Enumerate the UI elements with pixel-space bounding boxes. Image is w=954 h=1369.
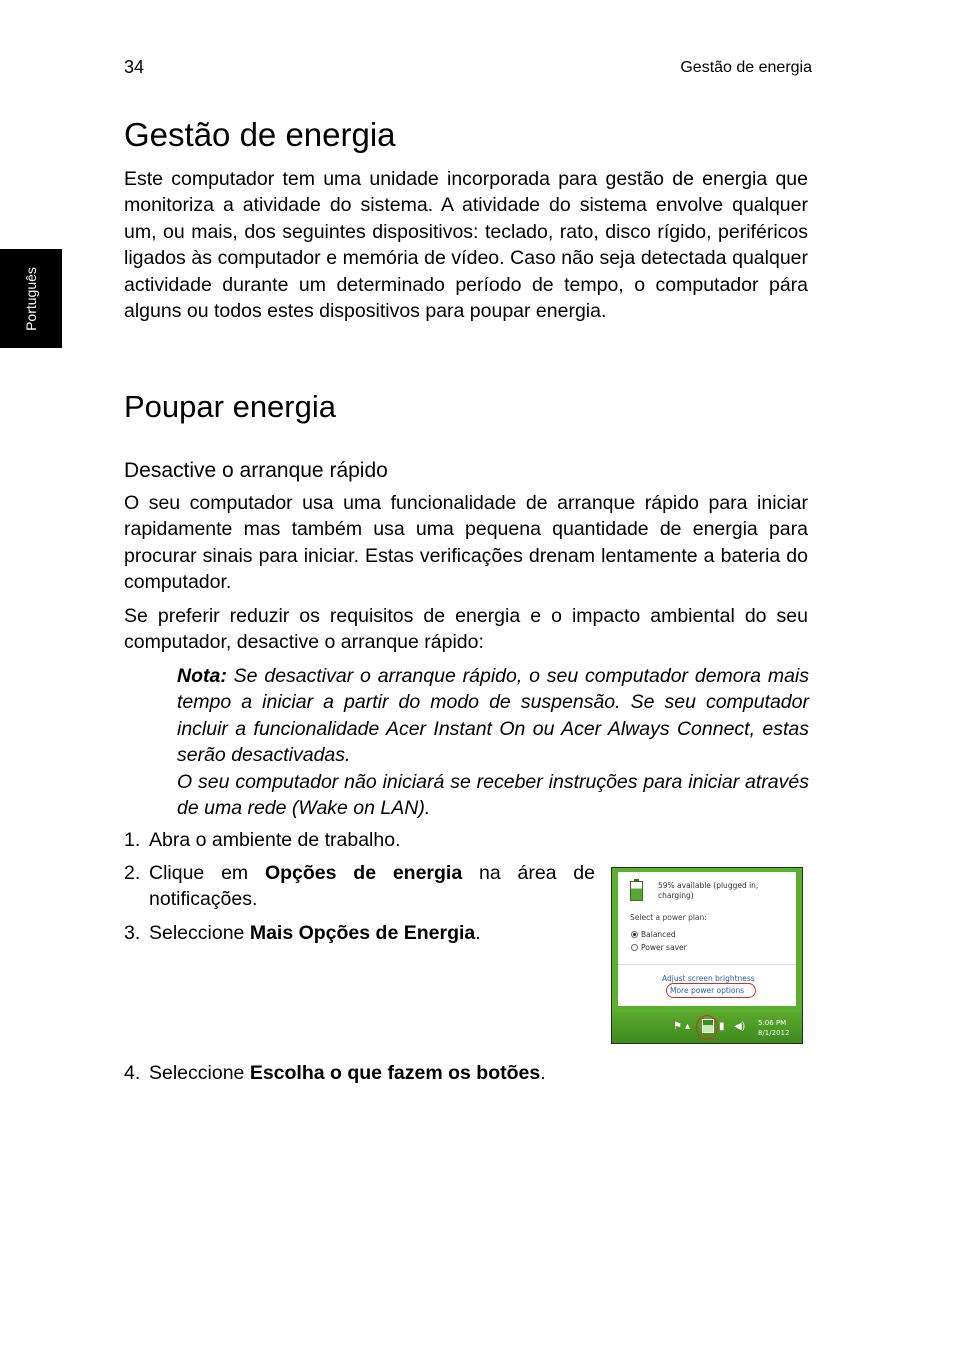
- battery-flyout: [618, 872, 796, 1006]
- power-plan-title: Select a power plan:: [630, 913, 707, 922]
- subsection-title: Poupar energia: [124, 389, 336, 424]
- tray-arrow-icon[interactable]: ▴: [685, 1021, 691, 1032]
- clock-date: 8/1/2012: [758, 1029, 790, 1037]
- step-number: 3.: [124, 922, 141, 944]
- more-power-options-link[interactable]: More power options: [670, 986, 745, 995]
- note-block: [177, 663, 809, 769]
- step-keyword: Mais Opções de Energia: [249, 922, 476, 944]
- highlight-circle: [696, 1015, 718, 1040]
- step-number: 1.: [124, 829, 141, 851]
- divider: [618, 964, 796, 965]
- plan-option-power-saver[interactable]: [631, 943, 687, 952]
- plan-label: Balanced: [641, 930, 676, 939]
- network-icon[interactable]: ▮: [719, 1021, 725, 1032]
- topic-heading: Desactive o arranque rápido: [124, 459, 388, 482]
- radio-selected-icon[interactable]: [631, 931, 638, 938]
- highlight-circle: [666, 983, 756, 998]
- reduce-energy-paragraph: Se preferir reduzir os requisitos de energia e o impacto ambiental do seu computador, desactive o arranque rápido:: [124, 605, 808, 654]
- step-text: Seleccione: [149, 1062, 250, 1084]
- step-text: .: [475, 922, 481, 944]
- clock-time: 5:06 PM: [758, 1019, 787, 1027]
- intro-paragraph: Este computador tem uma unidade incorporada para gestão de energia que monitoriza a atividade do sistema. A atividade do sistema envolve qualquer um, ou mais, dos seguintes dispositivos: teclado, rato, disco rígido, periféricos ligados às computador e memória de vídeo. Caso não seja detectada qualquer actividade durante um determinado período de tempo, o computador pára alguns ou todos estes dispositivos para poupar energia.: [124, 168, 808, 323]
- step-number: 2.: [124, 862, 141, 884]
- step-2: [124, 860, 594, 914]
- plan-option-balanced[interactable]: [631, 930, 676, 939]
- battery-icon: [630, 881, 643, 901]
- volume-icon[interactable]: ◀): [734, 1021, 746, 1032]
- step-text: na área de notificações.: [149, 862, 595, 911]
- section-title: Gestão de energia: [124, 116, 396, 153]
- step-text: Clique em: [149, 862, 265, 884]
- step-keyword: Opções de energia: [264, 862, 463, 884]
- note-label: Nota:: [177, 665, 227, 687]
- battery-status: 59% available (plugged in, charging): [658, 881, 759, 900]
- step-text: .: [540, 1062, 546, 1084]
- radio-icon[interactable]: [631, 944, 638, 951]
- note-wol: O seu computador não iniciará se receber instruções para iniciar através de uma rede (Wake on LAN).: [177, 771, 809, 820]
- step-1: [124, 827, 401, 853]
- language-label: Português: [23, 267, 39, 331]
- step-3: [124, 920, 481, 946]
- power-options-screenshot: [611, 867, 803, 1044]
- page-number: 34: [124, 57, 145, 77]
- step-4: [124, 1060, 546, 1086]
- taskbar-clock[interactable]: [758, 1018, 789, 1038]
- taskbar: [612, 1012, 802, 1043]
- step-text: Abra o ambiente de trabalho.: [149, 829, 401, 851]
- step-keyword: Escolha o que fazem os botões: [249, 1062, 541, 1084]
- fast-start-paragraph: O seu computador usa uma funcionalidade de arranque rápido para iniciar rapidamente mas também usa uma pequena quantidade de energia para procurar sinais para iniciar. Estas verificações drenam lentamente a bateria do computador.: [124, 492, 808, 594]
- step-number: 4.: [124, 1062, 141, 1084]
- running-header: Gestão de energia: [680, 59, 812, 76]
- note-text: Se desactivar o arranque rápido, o seu computador demora mais tempo a iniciar a partir do modo de suspensão. Se seu computador incluir a funcionalidade Acer Instant On ou Acer Always Connect, estas serão desactivadas.: [177, 665, 809, 767]
- action-center-icon[interactable]: ⚑: [673, 1021, 682, 1032]
- step-text: Seleccione: [149, 922, 250, 944]
- language-side-tab: [0, 249, 62, 348]
- adjust-brightness-link[interactable]: Adjust screen brightness: [662, 974, 755, 983]
- plan-label: Power saver: [641, 943, 687, 952]
